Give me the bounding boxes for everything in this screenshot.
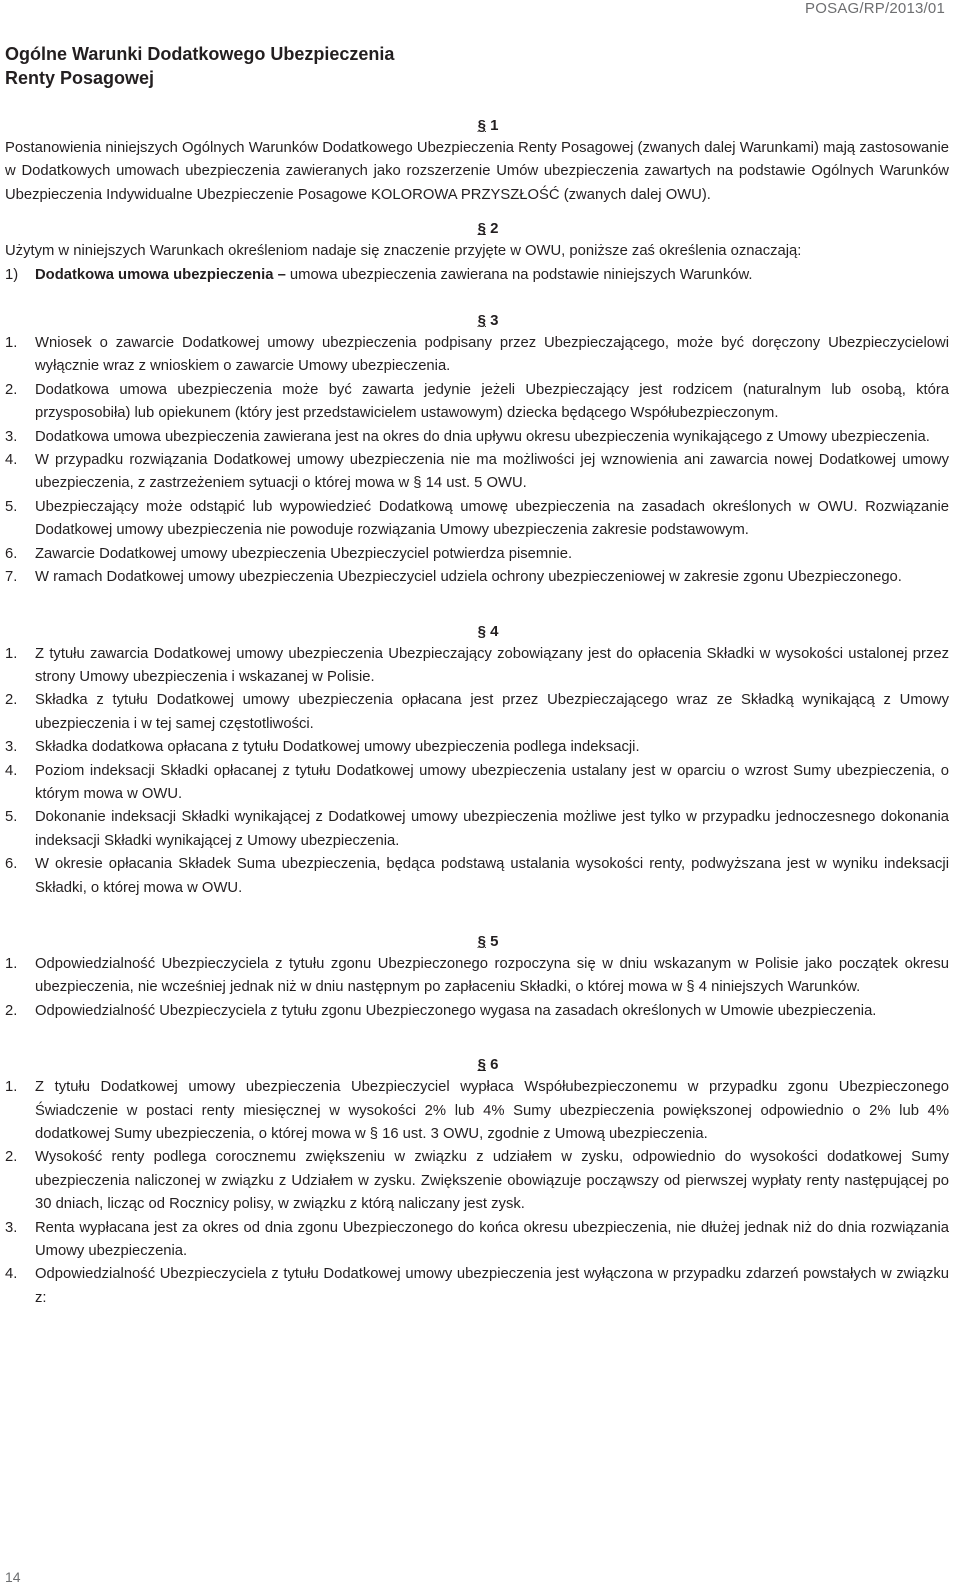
definition-text: umowa ubezpieczenia zawierana na podstawie niniejszych Warunków. [285, 266, 753, 283]
section-heading-3 [27, 309, 949, 332]
section-3-list [5, 332, 949, 589]
section-number: 6 [490, 1056, 499, 1074]
list-item [5, 806, 949, 853]
section-2-intro: Użytym w niniejszych Warunkach określeniom nadaje się znaczenie przyjęte w OWU, poniższe zaś określenia oznaczają: [5, 243, 802, 260]
definition-item [5, 264, 949, 287]
section-heading-6 [27, 1053, 949, 1076]
list-item [5, 1263, 949, 1310]
section-4-list [5, 643, 949, 900]
item-number: 2. [5, 1149, 18, 1166]
item-number: 7. [5, 569, 18, 586]
item-number: 1) [5, 266, 19, 283]
item-text: Dokonanie indeksacji Składki wynikającej z Dodatkowej umowy ubezpieczenia możliwe jest tylko w przypadku jednoczesnego dokonania indeksacji Składki wynikającej z Umowy ubezpieczenia. [35, 809, 949, 849]
section-number: 5 [490, 932, 499, 950]
list-item [5, 1146, 949, 1216]
definition-dash: – [277, 266, 286, 283]
list-item [5, 426, 949, 449]
item-text: Dodatkowa umowa ubezpieczenia może być zawarta jedynie jeżeli Ubezpieczający jest rodzicem (naturalnym lub osobą, która przysposobiła) lub opiekunem (który jest przedstawicielem ustawowym) dziecka będącego Współubezpieczonym. [35, 381, 949, 422]
definitions-list [5, 264, 949, 287]
section-number: 1 [490, 117, 499, 134]
section-6-list [5, 1076, 949, 1310]
section-symbol: § [477, 1056, 486, 1074]
item-text: Składka z tytułu Dodatkowej umowy ubezpieczenia opłacana jest przez Ubezpieczającego wraz ze Składką wynikającą z Umowy ubezpieczenia i w tej samej częstotliwości. [35, 692, 949, 732]
item-number: 5. [5, 498, 18, 515]
list-item [5, 566, 949, 589]
item-number: 1. [5, 335, 18, 352]
section-heading-4 [27, 620, 949, 643]
item-number: 4. [5, 452, 18, 469]
list-item [5, 1000, 949, 1023]
list-item [5, 496, 949, 543]
section-number: 2 [490, 220, 499, 238]
item-number: 6. [5, 545, 18, 562]
document-code: POSAG/RP/2013/01 [805, 0, 945, 17]
item-number: 6. [5, 856, 18, 873]
item-number: 4. [5, 1266, 18, 1283]
item-text: Odpowiedzialność Ubezpieczyciela z tytułu zgonu Ubezpieczonego rozpoczyna się w dniu wskazanym w Polisie jako początek okresu ubezpieczenia, nie wcześniej jednak niż w dniu następnym po zapłaceniu Składki, o której mowa w § 4 niniejszych Warunków. [35, 955, 949, 996]
section-number: 3 [490, 312, 499, 330]
section-heading-1 [27, 114, 949, 137]
list-item [5, 543, 949, 566]
item-text: Odpowiedzialność Ubezpieczyciela z tytułu Dodatkowej umowy ubezpieczenia jest wyłączona w przypadku zdarzeń powstałych w związku z: [35, 1266, 949, 1306]
item-text: Dodatkowa umowa ubezpieczenia zawierana jest na okres do dnia upływu okresu ubezpieczenia wynikającego z Umowy ubezpieczenia. [35, 428, 930, 445]
item-text: W ramach Dodatkowej umowy ubezpieczenia Ubezpieczyciel udziela ochrony ubezpieczeniowej w zakresie zgonu Ubezpieczonego. [35, 569, 902, 586]
section-symbol: § [477, 932, 486, 950]
item-number: 1. [5, 1079, 18, 1096]
item-text: Odpowiedzialność Ubezpieczyciela z tytułu zgonu Ubezpieczonego wygasa na zasadach określonych w Umowie ubezpieczenia. [35, 1002, 877, 1019]
list-item [5, 689, 949, 736]
item-number: 3. [5, 739, 18, 756]
item-number: 1. [5, 955, 18, 972]
item-number: 4. [5, 762, 18, 779]
definition-term: Dodatkowa umowa ubezpieczenia [35, 266, 274, 283]
item-number: 2. [5, 381, 18, 398]
section-symbol: § [477, 117, 486, 134]
section-symbol: § [477, 622, 486, 640]
section-symbol: § [477, 312, 486, 330]
list-item [5, 736, 949, 759]
item-number: 3. [5, 428, 18, 445]
section-1-text: Postanowienia niniejszych Ogólnych Warunków Dodatkowego Ubezpieczenia Renty Posagowej (zwanych dalej Warunkami) mają zastosowanie w Dodatkowych umowach ubezpieczenia zawieranych jako rozszerzenie Umów ubezpieczenia zawartych na podstawie Ogólnych Warunków Ubezpieczenia Indywidualne Ubezpieczenie Posagowe KOLOROWA PRZYSZŁOŚĆ (zwanych dalej OWU). [5, 140, 949, 203]
list-item [5, 449, 949, 496]
item-text: Z tytułu Dodatkowej umowy ubezpieczenia Ubezpieczyciel wypłaca Współubezpieczonemu w przypadku zgonu Ubezpieczonego Świadczenie w postaci renty miesięcznej w wysokości 2% lub 4% Sumy ubezpieczenia powiększonej odpowiednio o 2% lub 4% dodatkowej Sumy ubezpieczenia, o której mowa w § 16 ust. 3 OWU, zgodnie z Umową ubezpieczenia. [35, 1079, 949, 1142]
item-text: W okresie opłacania Składek Suma ubezpieczenia, będąca podstawą ustalania wysokości renty, podwyższana jest w wyniku indeksacji Składki, o której mowa w OWU. [35, 856, 949, 896]
item-text: Zawarcie Dodatkowej umowy ubezpieczenia Ubezpieczyciel potwierdza pisemnie. [35, 545, 573, 562]
title-line-1: Ogólne Warunki Dodatkowego Ubezpieczenia [5, 44, 395, 64]
list-item [5, 1076, 949, 1146]
section-heading-2 [27, 217, 949, 240]
item-number: 5. [5, 809, 18, 826]
item-text: Wysokość renty podlega corocznemu zwiększeniu w związku z udziałem w zysku, odpowiednio do wysokości dodatkowej Sumy ubezpieczenia naliczonej w związku z Udziałem w zysku. Zwiększenie obowiązuje począwszy od pierwszej wypłaty renty następującej po 30 dniach, licząc od Rocznicy polisy, w związku z którą naliczany jest zysk. [35, 1149, 949, 1213]
item-text: Renta wypłacana jest za okres od dnia zgonu Ubezpieczonego do końca okresu ubezpieczenia, nie dłużej jednak niż do dnia rozwiązania Umowy ubezpieczenia. [35, 1219, 949, 1260]
list-item [5, 853, 949, 900]
item-text: Wniosek o zawarcie Dodatkowej umowy ubezpieczenia podpisany przez Ubezpieczającego, może być doręczony Ubezpieczycielowi wyłącznie wraz z wnioskiem o zawarcie Umowy ubezpieczenia. [35, 335, 949, 375]
section-number: 4 [490, 622, 499, 640]
list-item [5, 332, 949, 379]
item-text: Poziom indeksacji Składki opłacanej z tytułu Dodatkowej umowy ubezpieczenia ustalany jest w oparciu o wzrost Sumy ubezpieczenia, o którym mowa w OWU. [35, 762, 949, 802]
item-text: Ubezpieczający może odstąpić lub wypowiedzieć Dodatkową umowę ubezpieczenia na zasadach określonych w OWU. Rozwiązanie Dodatkowej umowy ubezpieczenia nie powoduje rozwiązania Umowy ubezpieczenia zakresie podstawowym. [35, 498, 949, 539]
list-item [5, 760, 949, 807]
list-item [5, 379, 949, 426]
item-number: 3. [5, 1219, 18, 1236]
item-number: 2. [5, 1002, 18, 1019]
section-5-list [5, 953, 949, 1023]
item-text: Składka dodatkowa opłacana z tytułu Dodatkowej umowy ubezpieczenia podlega indeksacji. [35, 739, 640, 756]
document-title [5, 42, 394, 90]
item-text: Z tytułu zawarcia Dodatkowej umowy ubezpieczenia Ubezpieczający zobowiązany jest do opłacenia Składki w wysokości ustalonej przez strony Umowy ubezpieczenia i wskazanej w Polisie. [35, 645, 949, 685]
document-body [5, 114, 949, 1310]
list-item [5, 1217, 949, 1264]
item-number: 2. [5, 692, 18, 709]
list-item [5, 953, 949, 1000]
page-number: 14 [5, 1569, 21, 1585]
section-symbol: § [477, 220, 486, 238]
item-number: 1. [5, 645, 18, 662]
list-item [5, 643, 949, 690]
section-heading-5 [27, 930, 949, 953]
title-line-2: Renty Posagowej [5, 68, 155, 88]
item-text: W przypadku rozwiązania Dodatkowej umowy ubezpieczenia nie ma możliwości jej wznowienia ani zawarcia nowej Dodatkowej umowy ubezpieczenia, z zastrzeżeniem sytuacji o której mowa w § 14 ust. 5 OWU. [35, 452, 949, 492]
